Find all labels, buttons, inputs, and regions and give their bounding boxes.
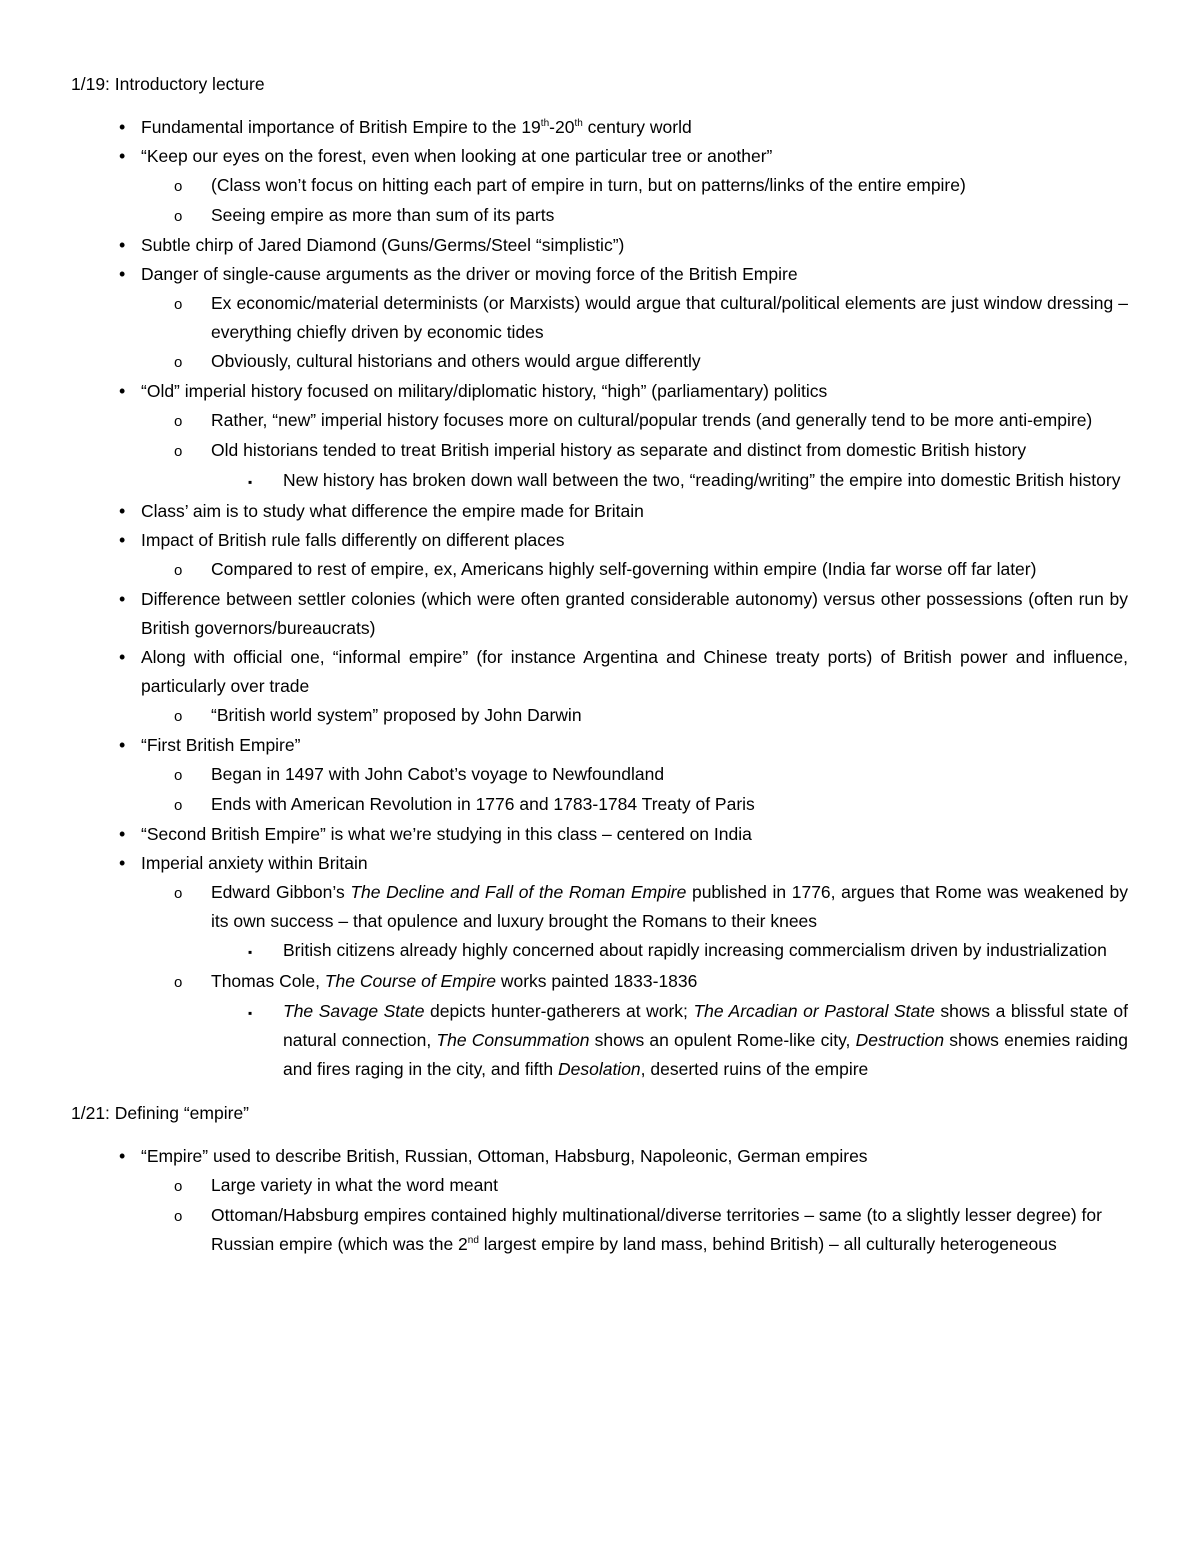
bullet-circle-icon	[71, 406, 211, 436]
list-item-text: “British world system” proposed by John Darwin	[211, 705, 582, 725]
bullet-disc-icon	[71, 643, 141, 701]
list-item-level-2	[71, 347, 1128, 377]
bullet-circle-icon	[71, 790, 211, 820]
list-item-text: “Old” imperial history focused on military/diplomatic history, “high” (parliamentary) politics	[141, 381, 828, 401]
list-item-text: Ottoman/Habsburg empires contained highly multinational/diverse territories – same (to a slightly lesser degree) for Russian empire (which was the 2nd largest empire by land mass, behind British) – all culturally heterogeneous	[211, 1205, 1102, 1254]
bullet-circle-icon	[71, 171, 211, 201]
list-item-level-2	[71, 967, 1128, 997]
list-item-text: Began in 1497 with John Cabot’s voyage to Newfoundland	[211, 764, 665, 784]
list-item-level-1	[71, 585, 1128, 643]
bullet-square-icon	[71, 997, 283, 1084]
section-gap	[71, 1084, 1128, 1099]
list-item-text: “First British Empire”	[141, 735, 301, 755]
bullet-disc-icon	[71, 231, 141, 260]
bullet-circle-icon	[71, 1171, 211, 1201]
bullet-circle-icon	[71, 436, 211, 466]
list-item-level-1	[71, 377, 1128, 406]
list-item-text: Large variety in what the word meant	[211, 1175, 498, 1195]
heading-gap	[71, 99, 1128, 113]
list-item-level-2	[71, 201, 1128, 231]
bullet-disc-icon	[71, 377, 141, 406]
bullet-circle-icon	[71, 201, 211, 231]
list-item-level-2	[71, 171, 1128, 201]
list-item-level-1	[71, 113, 1128, 142]
list-item-text: Edward Gibbon’s The Decline and Fall of the Roman Empire published in 1776, argues that Rome was weakened by its own success – that opulence and luxury brought the Romans to their knees	[211, 882, 1129, 931]
list-item-text: Danger of single-cause arguments as the driver or moving force of the British Empire	[141, 264, 798, 284]
bullet-square-icon	[71, 466, 283, 497]
list-item-text: The Savage State depicts hunter-gatherers at work; The Arcadian or Pastoral State shows a blissful state of natural connection, The Consummation shows an opulent Rome-like city, Destruction shows enemies raiding and fires raging in the city, and fifth Desolation, deserted ruins of the empire	[283, 1001, 1128, 1079]
bullet-disc-icon	[71, 260, 141, 289]
list-item-text: Impact of British rule falls differently on different places	[141, 530, 565, 550]
list-item-text: Old historians tended to treat British imperial history as separate and distinct from domestic British history	[211, 440, 1027, 460]
list-item-text: Fundamental importance of British Empire to the 19th-20th century world	[141, 117, 692, 137]
list-item-text: Class’ aim is to study what difference the empire made for Britain	[141, 501, 644, 521]
list-item-text: “Keep our eyes on the forest, even when looking at one particular tree or another”	[141, 146, 773, 166]
list-item-level-2	[71, 1201, 1128, 1259]
list-item-level-1	[71, 260, 1128, 289]
list-item-text: Along with official one, “informal empire” (for instance Argentina and Chinese treaty ports) of British power and influence, particularly over trade	[141, 647, 1128, 696]
list-item-level-1	[71, 643, 1128, 701]
bullet-disc-icon	[71, 849, 141, 878]
list-item-level-1	[71, 142, 1128, 171]
list-item-level-1	[71, 820, 1128, 849]
list-item-text: Difference between settler colonies (which were often granted considerable autonomy) versus other possessions (often run by British governors/bureaucrats)	[141, 589, 1128, 638]
list-item-text: (Class won’t focus on hitting each part of empire in turn, but on patterns/links of the entire empire)	[211, 175, 966, 195]
list-item-level-3	[71, 997, 1128, 1084]
list-item-text: Thomas Cole, The Course of Empire works painted 1833-1836	[211, 971, 698, 991]
list-item-level-1	[71, 526, 1128, 555]
bullet-circle-icon	[71, 289, 211, 347]
bullet-circle-icon	[71, 967, 211, 997]
list-item-level-1	[71, 497, 1128, 526]
list-item-level-2	[71, 436, 1128, 466]
list-item-level-2	[71, 555, 1128, 585]
list-item-text: Seeing empire as more than sum of its parts	[211, 205, 555, 225]
list-item-text: Ex economic/material determinists (or Marxists) would argue that cultural/political elements are just window dressing – everything chiefly driven by economic tides	[211, 293, 1128, 342]
bullet-circle-icon	[71, 347, 211, 377]
list-item-text: Obviously, cultural historians and others would argue differently	[211, 351, 701, 371]
heading-gap	[71, 1128, 1128, 1142]
list-item-level-3	[71, 466, 1128, 497]
list-item-level-1	[71, 1142, 1128, 1171]
bullet-square-icon	[71, 936, 283, 967]
list-item-text: Compared to rest of empire, ex, Americans highly self-governing within empire (India far worse off far later)	[211, 559, 1037, 579]
section-heading: 1/21: Defining “empire”	[71, 1103, 249, 1123]
section-heading: 1/19: Introductory lecture	[71, 74, 265, 94]
bullet-disc-icon	[71, 820, 141, 849]
bullet-disc-icon	[71, 526, 141, 555]
bullet-circle-icon	[71, 760, 211, 790]
list-item-level-1	[71, 731, 1128, 760]
bullet-circle-icon	[71, 701, 211, 731]
bullet-circle-icon	[71, 878, 211, 936]
bullet-circle-icon	[71, 1201, 211, 1259]
list-item-level-2	[71, 790, 1128, 820]
list-item-level-2	[71, 406, 1128, 436]
list-item-level-3	[71, 936, 1128, 967]
bullet-disc-icon	[71, 142, 141, 171]
list-item-level-1	[71, 849, 1128, 878]
list-item-text: Ends with American Revolution in 1776 and 1783-1784 Treaty of Paris	[211, 794, 755, 814]
bullet-disc-icon	[71, 585, 141, 643]
list-item-level-2	[71, 701, 1128, 731]
list-item-text: “Second British Empire” is what we’re studying in this class – centered on India	[141, 824, 752, 844]
list-item-text: Rather, “new” imperial history focuses more on cultural/popular trends (and generally tend to be more anti-empire)	[211, 410, 1093, 430]
bullet-disc-icon	[71, 731, 141, 760]
list-item-text: Subtle chirp of Jared Diamond (Guns/Germs/Steel “simplistic”)	[141, 235, 625, 255]
bullet-disc-icon	[71, 113, 141, 142]
list-item-text: British citizens already highly concerned about rapidly increasing commercialism driven by industrialization	[283, 940, 1107, 960]
bullet-circle-icon	[71, 555, 211, 585]
list-item-level-1	[71, 231, 1128, 260]
bullet-disc-icon	[71, 1142, 141, 1171]
list-item-level-2	[71, 878, 1128, 936]
list-item-level-2	[71, 760, 1128, 790]
list-item-text: New history has broken down wall between the two, “reading/writing” the empire into domestic British history	[283, 470, 1121, 490]
list-item-text: “Empire” used to describe British, Russian, Ottoman, Habsburg, Napoleonic, German empires	[141, 1146, 868, 1166]
list-item-level-2	[71, 289, 1128, 347]
bullet-disc-icon	[71, 497, 141, 526]
list-item-level-2	[71, 1171, 1128, 1201]
list-item-text: Imperial anxiety within Britain	[141, 853, 368, 873]
